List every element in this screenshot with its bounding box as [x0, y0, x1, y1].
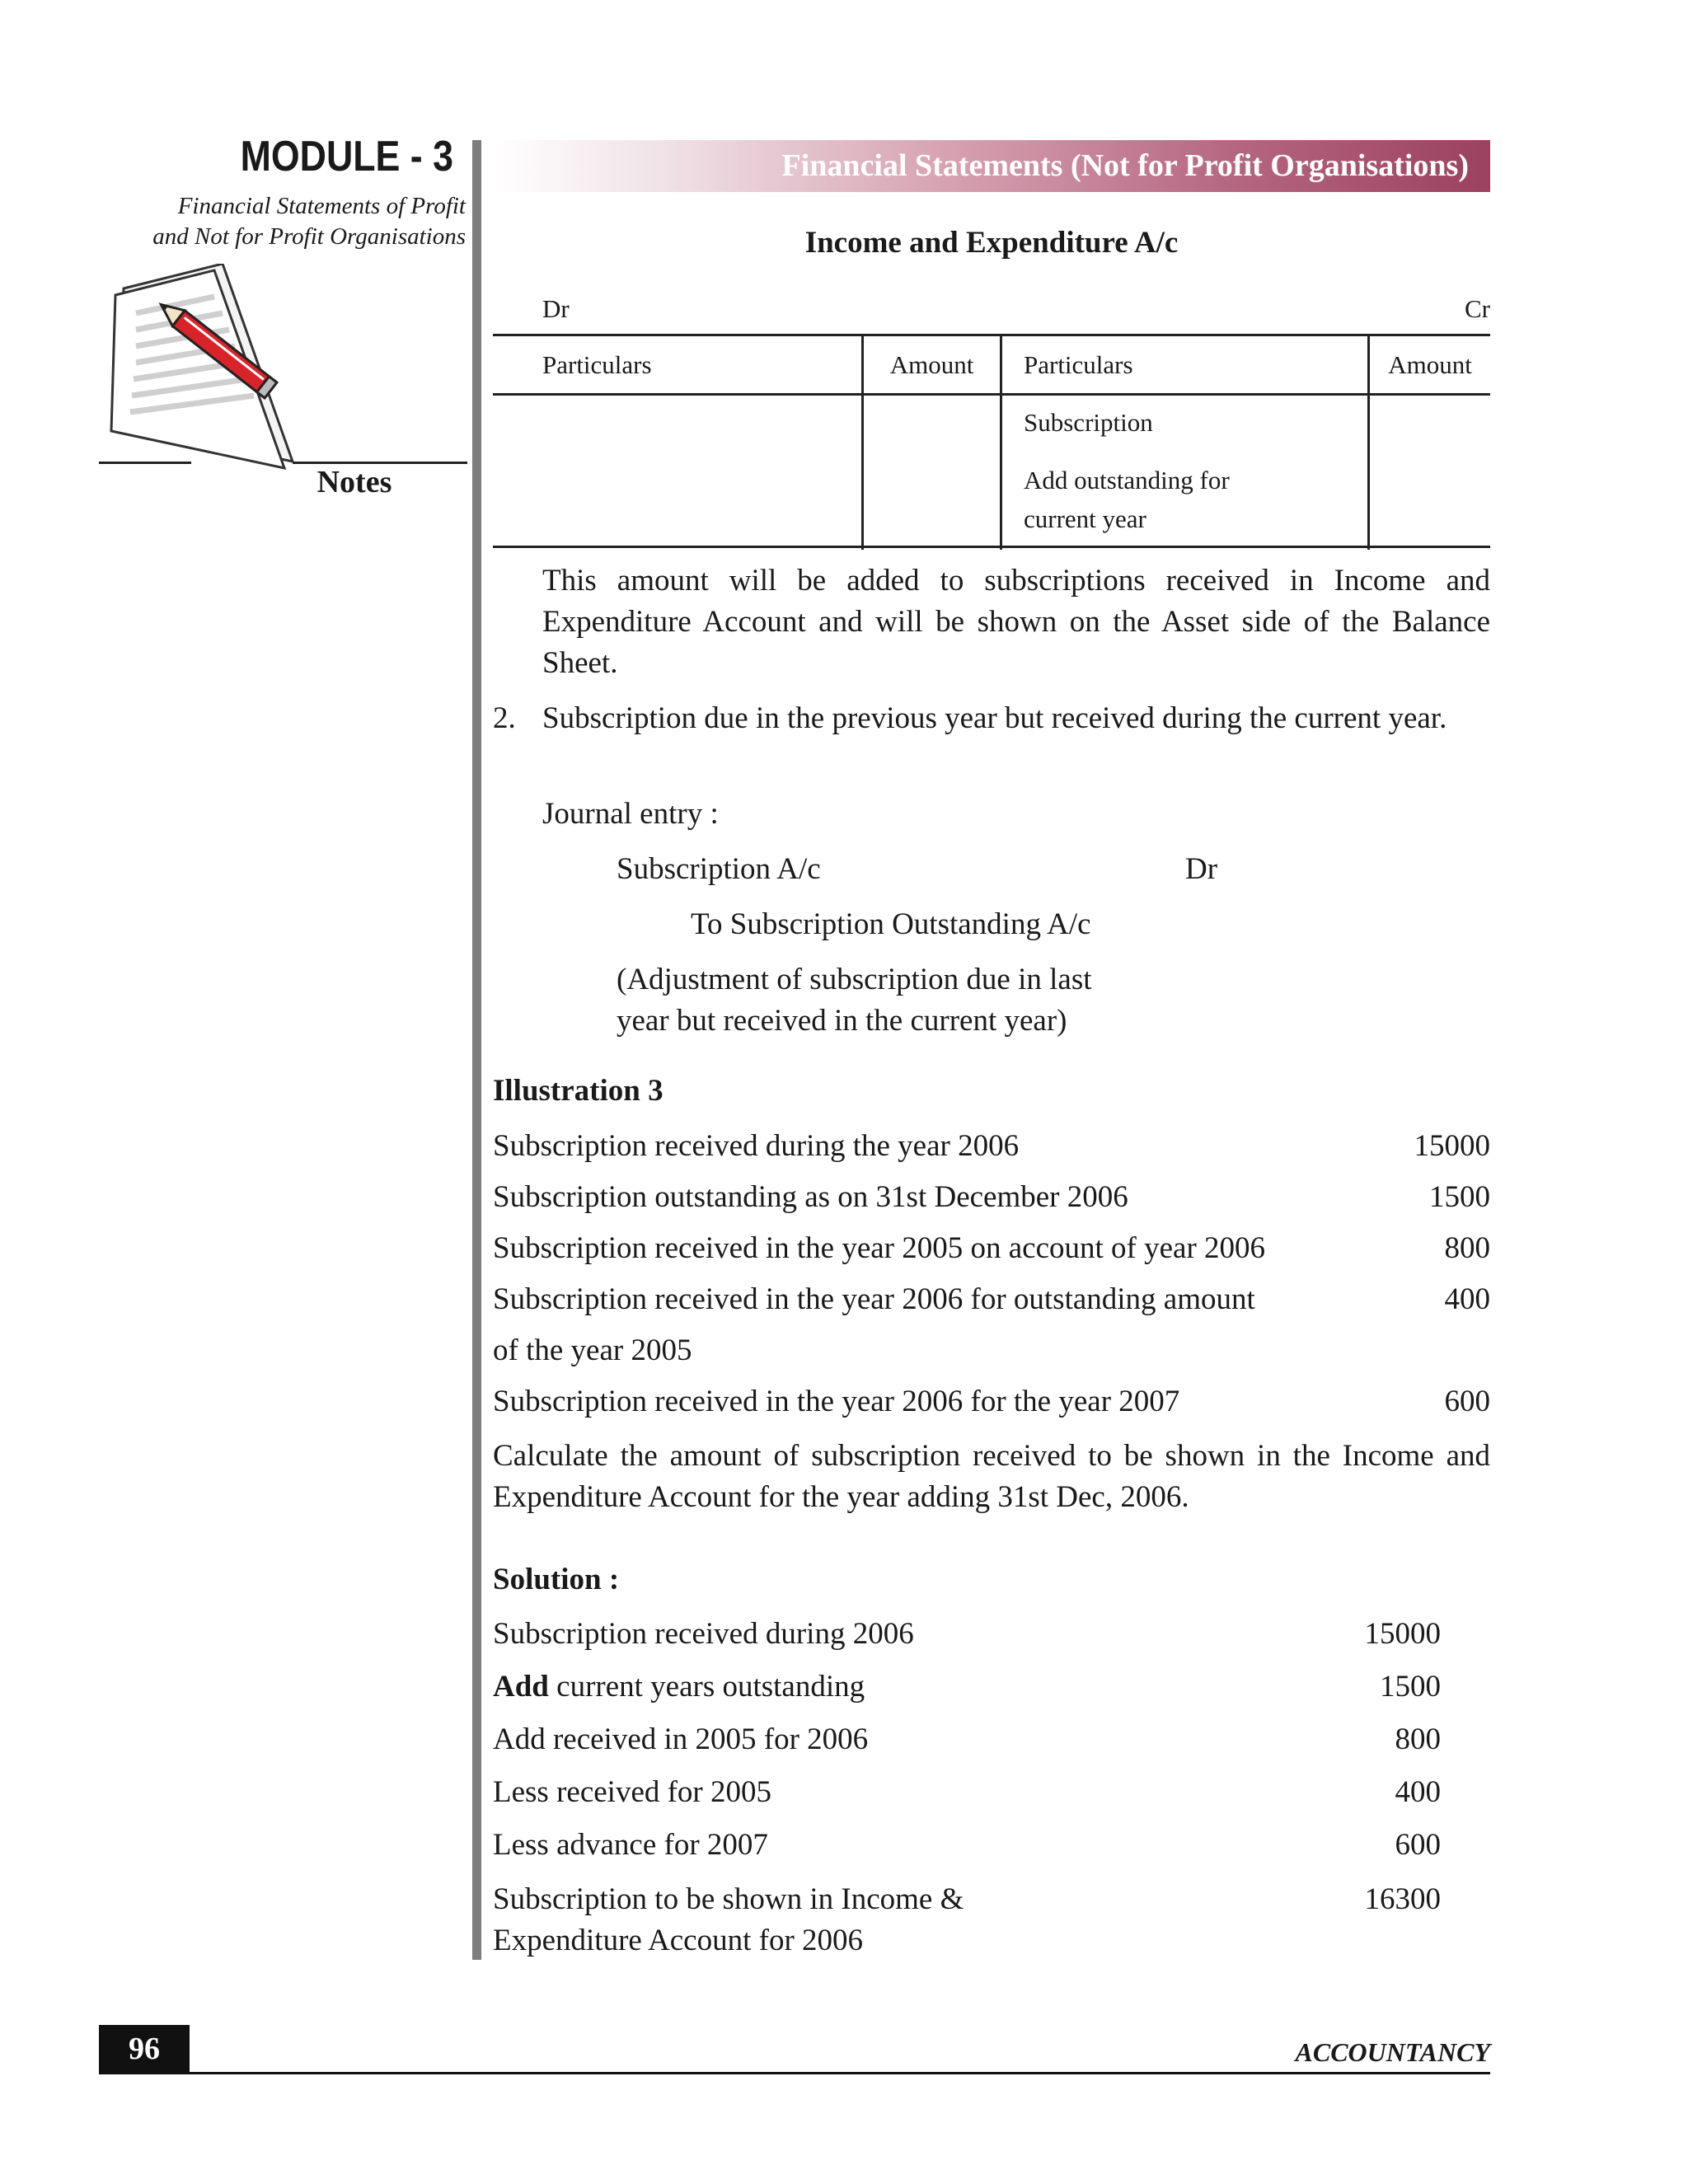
- ledger-title: Income and Expenditure A/c: [804, 226, 1179, 260]
- chapter-header-title: Financial Statements (Not for Profit Organisations): [781, 148, 1469, 183]
- ledger-cr-row-current-year: current year: [1024, 504, 1146, 533]
- solution-row-label: Less received for 2005: [493, 1775, 772, 1809]
- module-subtitle-line-1: Financial Statements of Profit: [177, 193, 466, 219]
- ledger-cr-row-add-outstanding: Add outstanding for: [1024, 466, 1230, 494]
- paragraph-asset-side: This amount will be added to subscriptions received in Income and Expenditure Account and will be shown on the Asset side of the Balance Sheet.: [542, 564, 1490, 680]
- solution-row-value: 1500: [1380, 1670, 1441, 1704]
- vertical-rule: [472, 140, 481, 1960]
- ledger-top-rule: [493, 334, 1490, 336]
- module-title: MODULE - 3: [240, 133, 453, 180]
- notes-label: Notes: [316, 465, 392, 499]
- illustration-row-label: of the year 2005: [493, 1333, 692, 1367]
- solution-row-label: Subscription to be shown in Income &: [493, 1882, 964, 1916]
- solution-add-keyword: Add: [493, 1670, 549, 1704]
- page-number: 96: [99, 2025, 190, 2073]
- ledger-col-particulars-cr: Particulars: [1024, 350, 1133, 379]
- illustration-heading: Illustration 3: [493, 1074, 663, 1108]
- ledger-col-particulars-dr: Particulars: [542, 350, 652, 379]
- illustration-row-label: Subscription received during the year 2006: [493, 1129, 1020, 1163]
- illustration-row-label: Subscription outstanding as on 31st December 2006: [493, 1180, 1128, 1214]
- ledger-cr-row-subscription: Subscription: [1024, 408, 1153, 437]
- module-subtitle-line-2: and Not for Profit Organisations: [152, 223, 466, 250]
- ledger-col-divider-2: [1000, 336, 1002, 550]
- illustration-row-value: 1500: [1429, 1180, 1490, 1214]
- solution-row-label: Expenditure Account for 2006: [493, 1924, 864, 1957]
- journal-debit-account: Subscription A/c: [617, 852, 821, 886]
- module-subtitle: [99, 191, 466, 252]
- solution-heading: Solution :: [493, 1563, 620, 1596]
- solution-row-value: 400: [1395, 1775, 1441, 1809]
- solution-row-label: Subscription received during 2006: [493, 1617, 914, 1651]
- illustration-row-value: 15000: [1414, 1129, 1490, 1163]
- illustration-row-value: 400: [1444, 1282, 1490, 1316]
- notes-rule-left: [99, 462, 191, 464]
- ledger-cr-label: Cr: [1465, 294, 1490, 323]
- illustration-row-label: Subscription received in the year 2005 on account of year 2006: [493, 1231, 1266, 1265]
- footer-rule: [99, 2072, 1490, 2074]
- journal-credit-account: To Subscription Outstanding A/c: [691, 907, 1091, 941]
- notepad-pencil-icon: [91, 264, 338, 494]
- solution-total-value: 16300: [1364, 1882, 1441, 1916]
- journal-narration-line-2: year but received in the current year): [617, 1004, 1067, 1038]
- solution-row-label-text: current years outstanding: [548, 1670, 865, 1704]
- ledger-dr-label: Dr: [542, 294, 570, 323]
- chapter-header-band: [493, 140, 1490, 192]
- footer-subject: ACCOUNTANCY: [1295, 2037, 1490, 2067]
- illustration-row-label: Subscription received in the year 2006 for outstanding amount: [493, 1282, 1255, 1316]
- solution-row-value: 800: [1395, 1722, 1441, 1756]
- solution-row-label: Add received in 2005 for 2006: [493, 1722, 869, 1756]
- journal-dr-marker: Dr: [1185, 852, 1218, 886]
- ledger-col-amount-cr: Amount: [1388, 350, 1472, 379]
- illustration-row-value: 800: [1444, 1231, 1490, 1265]
- illustration-row-label: Subscription received in the year 2006 for the year 2007: [493, 1385, 1180, 1418]
- journal-narration-line-1: (Adjustment of subscription due in last: [617, 963, 1092, 996]
- solution-row-value: 600: [1395, 1828, 1441, 1862]
- ledger-header-rule: [493, 393, 1490, 396]
- list-item-number-2: 2.: [493, 701, 516, 735]
- solution-row-label: [493, 1666, 865, 1708]
- ledger-col-amount-dr: Amount: [889, 350, 974, 379]
- list-item-2-text: Subscription due in the previous year but received during the current year.: [542, 701, 1447, 735]
- illustration-row-value: 600: [1444, 1385, 1490, 1418]
- journal-entry-label: Journal entry :: [542, 797, 719, 831]
- ledger-bottom-rule: [493, 546, 1490, 548]
- solution-row-value: 15000: [1364, 1617, 1441, 1651]
- solution-row-label: Less advance for 2007: [493, 1828, 768, 1862]
- illustration-question: Calculate the amount of subscription received to be shown in the Income and Expenditure Account for the year adding 31st Dec, 2006.: [493, 1439, 1490, 1514]
